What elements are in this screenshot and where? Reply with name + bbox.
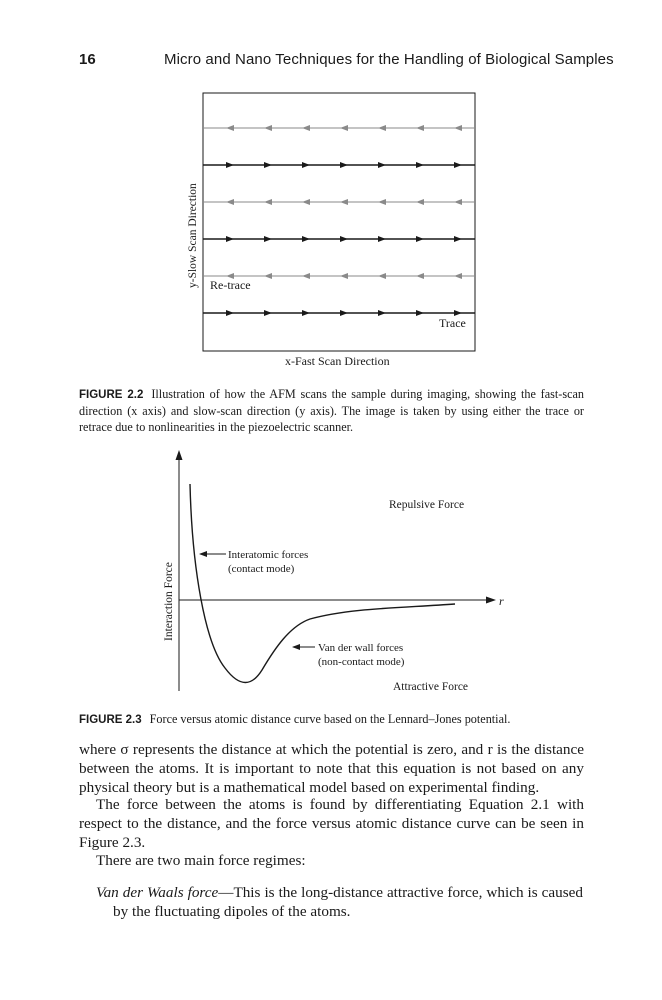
trace-arrow-icon [302, 310, 310, 316]
retrace-label: Re-trace [210, 278, 251, 292]
annotation-2-line2: (non-contact mode) [318, 656, 405, 668]
retrace-arrow-icon [340, 273, 348, 279]
trace-arrow-icon [378, 236, 386, 242]
retrace-arrow-icon [378, 199, 386, 205]
trace-arrow-icon [340, 310, 348, 316]
trace-arrow-icon [340, 162, 348, 168]
retrace-arrow-icon [454, 199, 462, 205]
y-axis-arrow-icon [176, 450, 183, 460]
trace-arrow-icon [264, 236, 272, 242]
trace-arrow-icon [416, 162, 424, 168]
retrace-arrow-icon [226, 125, 234, 131]
running-head: Micro and Nano Techniques for the Handling of Biological Samples [164, 51, 614, 68]
annotation-2-line1: Van der wall forces [318, 642, 404, 654]
annotation-1-line2: (contact mode) [228, 563, 295, 575]
retrace-arrow-icon [264, 125, 272, 131]
trace-label: Trace [439, 316, 466, 330]
figure-2-2-caption-text: Illustration of how the AFM scans the sample during imaging, showing the fast-scan direction (x axis) and slow-scan direction (y axis). The image is taken by using either the trace or retrace due to nonlinearities in the piezoelectric scanner. [79, 387, 584, 434]
trace-arrow-icon [226, 310, 234, 316]
x-axis-label: r [499, 594, 504, 608]
retrace-arrow-icon [264, 273, 272, 279]
annotation-1-line1: Interatomic forces [228, 549, 309, 561]
retrace-arrow-icon [378, 125, 386, 131]
van-der-waals-definition: —This is the long-distance attractive force, which is caused by the fluctuating dipoles of the atoms. [113, 884, 583, 920]
y-axis-label: y-Slow Scan Direction [187, 183, 199, 288]
figure-2-2-caption [79, 386, 584, 435]
retrace-arrow-icon [454, 125, 462, 131]
body-paragraph-4 [96, 883, 583, 921]
trace-arrow-icon [340, 236, 348, 242]
figure-2-2-caption-label: FIGURE 2.2 [79, 389, 144, 401]
retrace-arrow-icon [264, 199, 272, 205]
y-axis-label: Interaction Force [163, 562, 175, 641]
van-der-waals-term: Van der Waals force [96, 884, 219, 901]
trace-arrow-icon [226, 162, 234, 168]
retrace-arrow-icon [416, 273, 424, 279]
retrace-arrow-icon [302, 199, 310, 205]
body-paragraph-1: where σ represents the distance at which the potential is zero, and r is the distance between the atoms. It is important to note that this equation is not based on any physical theory but is a mathematical model based on experimental finding. [79, 741, 584, 796]
trace-arrow-icon [378, 162, 386, 168]
figure-2-3-caption-label: FIGURE 2.3 [79, 714, 142, 726]
attractive-force-label: Attractive Force [393, 681, 469, 693]
retrace-arrow-icon [416, 199, 424, 205]
trace-arrow-icon [378, 310, 386, 316]
page-number: 16 [79, 51, 96, 68]
trace-arrow-icon [454, 162, 462, 168]
trace-arrow-icon [226, 236, 234, 242]
retrace-arrow-icon [454, 273, 462, 279]
retrace-arrow-icon [378, 273, 386, 279]
repulsive-force-label: Repulsive Force [389, 499, 465, 511]
scan-frame [203, 93, 475, 351]
retrace-arrow-icon [226, 199, 234, 205]
retrace-arrow-icon [302, 273, 310, 279]
retrace-arrow-icon [416, 125, 424, 131]
trace-arrow-icon [302, 236, 310, 242]
x-axis-arrow-icon [486, 597, 496, 604]
retrace-arrow-icon [340, 125, 348, 131]
retrace-arrow-icon [340, 199, 348, 205]
trace-arrow-icon [264, 310, 272, 316]
figure-2-3-caption-text: Force versus atomic distance curve based on the Lennard–Jones potential. [149, 712, 511, 726]
trace-arrow-icon [454, 236, 462, 242]
body-paragraph-3: There are two main force regimes: [96, 852, 306, 869]
trace-arrow-icon [264, 162, 272, 168]
trace-arrow-icon [416, 310, 424, 316]
body-paragraph-2: The force between the atoms is found by differentiating Equation 2.1 with respect to the distance, and the force versus atomic distance curve can be seen in Figure 2.3. [79, 796, 584, 851]
trace-arrow-icon [416, 236, 424, 242]
retrace-arrow-icon [302, 125, 310, 131]
figure-2-3-caption [79, 711, 584, 728]
figure-2-3-force-curve [150, 448, 510, 703]
figure-2-2-scan-diagram [160, 88, 490, 373]
trace-arrow-icon [302, 162, 310, 168]
x-axis-label: x-Fast Scan Direction [285, 354, 390, 368]
